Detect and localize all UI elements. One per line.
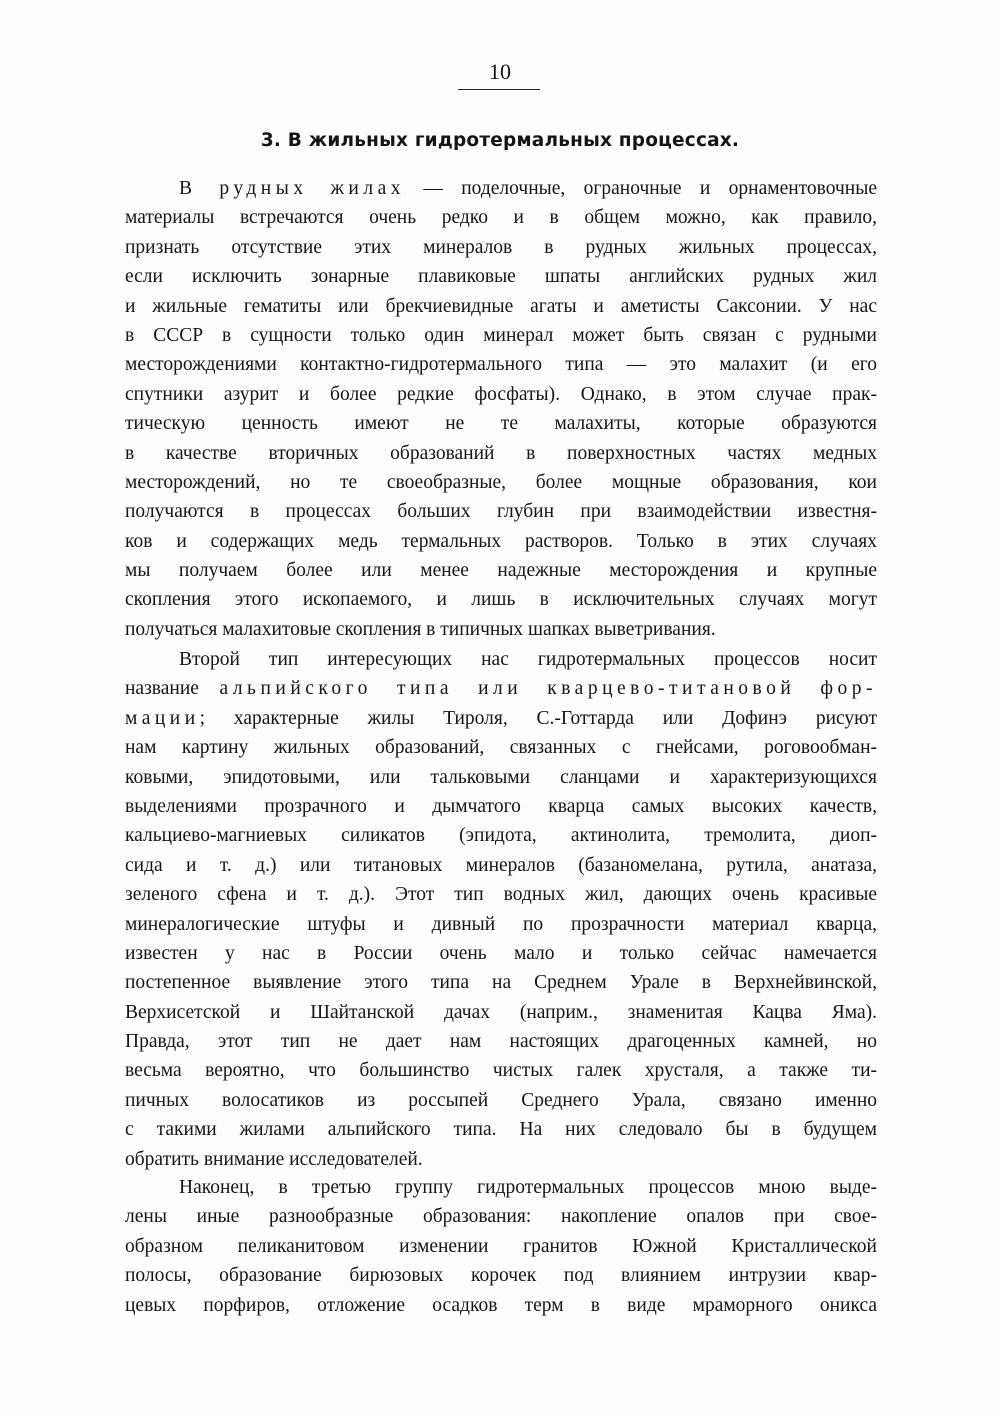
text-line: Второй тип интересующих нас гидротермальных процессов носит — [179, 649, 877, 670]
text-line: Правда, этот тип не дает нам настоящих драгоценных камней, но — [125, 1031, 877, 1053]
text-line: зеленого сфена и т. д.). Этот тип водных жил, дающих очень красивые — [125, 884, 877, 906]
text-line: спутники азурит и более редкие фосфаты). Однако, в этом случае прак- — [125, 383, 877, 405]
text-line: материалы встречаются очень редко и в общем можно, как правило, — [125, 207, 877, 229]
text-line: тическую ценность имеют не те малахиты, которые образуются — [125, 413, 877, 435]
text-line: ков и содержащих медь термальных растворов. Только в этих случаях — [125, 530, 877, 552]
text-line: весьма вероятно, что большинство чистых галек хрусталя, а также ти- — [125, 1060, 877, 1082]
text-line: нам картину жильных образований, связанных с гнейсами, роговообман- — [125, 737, 877, 759]
text-line: минералогические штуфы и дивный по прозрачности материал кварца, — [125, 913, 877, 935]
text-line: образном пеликанитовом изменении гранитов Южной Кристаллической — [125, 1235, 877, 1257]
text-line: мации; характерные жилы Тироля, С.-Готтарда или Дофинэ рисуют — [125, 707, 877, 729]
text-line: Наконец, в третью группу гидротермальных процессов мною выде- — [179, 1177, 877, 1198]
text-line: лены иные разнообразные образования: накопление опалов при свое- — [125, 1206, 877, 1228]
text-line: кальциево-магниевых силикатов (эпидота, актинолита, тремолита, диоп- — [125, 825, 877, 847]
text-line: в качестве вторичных образований в поверхностных частях медных — [125, 442, 877, 464]
text-line: цевых порфиров, отложение осадков терм в виде мраморного оникса — [125, 1294, 877, 1316]
paragraph-1 — [125, 174, 877, 644]
section-title: 3. В жильных гидротермальных процессах. — [260, 130, 740, 151]
text-line: месторождениями контактно-гидротермального типа — это малахит (и его — [125, 354, 877, 376]
text-line: название альпийского типа или кварцево-титановой фор- — [125, 678, 877, 700]
spaced-term: альпийского типа или кварцево-титановой фор- — [219, 678, 877, 700]
text-line: признать отсутствие этих минералов в рудных жильных процессах, — [125, 236, 877, 258]
spaced-term: мации — [125, 707, 200, 729]
paragraph-3 — [125, 1173, 877, 1320]
text-line: В рудных жилах — поделочные, ограночные и орнаментовочные — [179, 178, 877, 199]
text-line: получаться малахитовые скопления в типичных шапках выветривания. — [125, 618, 716, 640]
spaced-lead: В рудных жилах — [179, 178, 405, 199]
text-line: постепенное выявление этого типа на Среднем Урале в Верхнейвинской, — [125, 972, 877, 994]
text-line: месторождений, но те своеобразные, более мощные образования, кои — [125, 471, 877, 493]
text-line: в СССР в сущности только один минерал может быть связан с рудными — [125, 324, 877, 346]
text-line: обратить внимание исследователей. — [125, 1148, 423, 1170]
text-line: известен у нас в России очень мало и только сейчас намечается — [125, 942, 877, 964]
text-line: получаются в процессах больших глубин при взаимодействии известня- — [125, 501, 877, 523]
text-line: выделениями прозрачного и дымчатого кварца самых высоких качеств, — [125, 795, 877, 817]
text-line: скопления этого ископаемого, и лишь в исключительных случаях могут — [125, 589, 877, 611]
text-line: мы получаем более или менее надежные месторождения и крупные — [125, 560, 877, 582]
page-number: 10 — [489, 59, 511, 84]
text-line: с такими жилами альпийского типа. На них следовало бы в будущем — [125, 1119, 877, 1141]
text-line: пичных волосатиков из россыпей Среднего Урала, связано именно — [125, 1089, 877, 1111]
text-line: ковыми, эпидотовыми, или тальковыми сланцами и характеризующихся — [125, 766, 877, 788]
text-line: если исключить зонарные плавиковые шпаты английских рудных жил — [125, 266, 877, 288]
text-line: полосы, образование бирюзовых корочек под влиянием интрузии квар- — [125, 1265, 877, 1287]
paragraph-2 — [125, 645, 877, 1174]
text-line: и жильные гематиты или брекчиевидные агаты и аметисты Саксонии. У нас — [125, 295, 877, 317]
page-number-rule — [458, 89, 540, 90]
text-line: сида и т. д.) или титановых минералов (базаномелана, рутила, анатаза, — [125, 854, 877, 876]
text-line: Верхисетской и Шайтанской дачах (наприм., знаменитая Кацва Яма). — [125, 1001, 877, 1023]
